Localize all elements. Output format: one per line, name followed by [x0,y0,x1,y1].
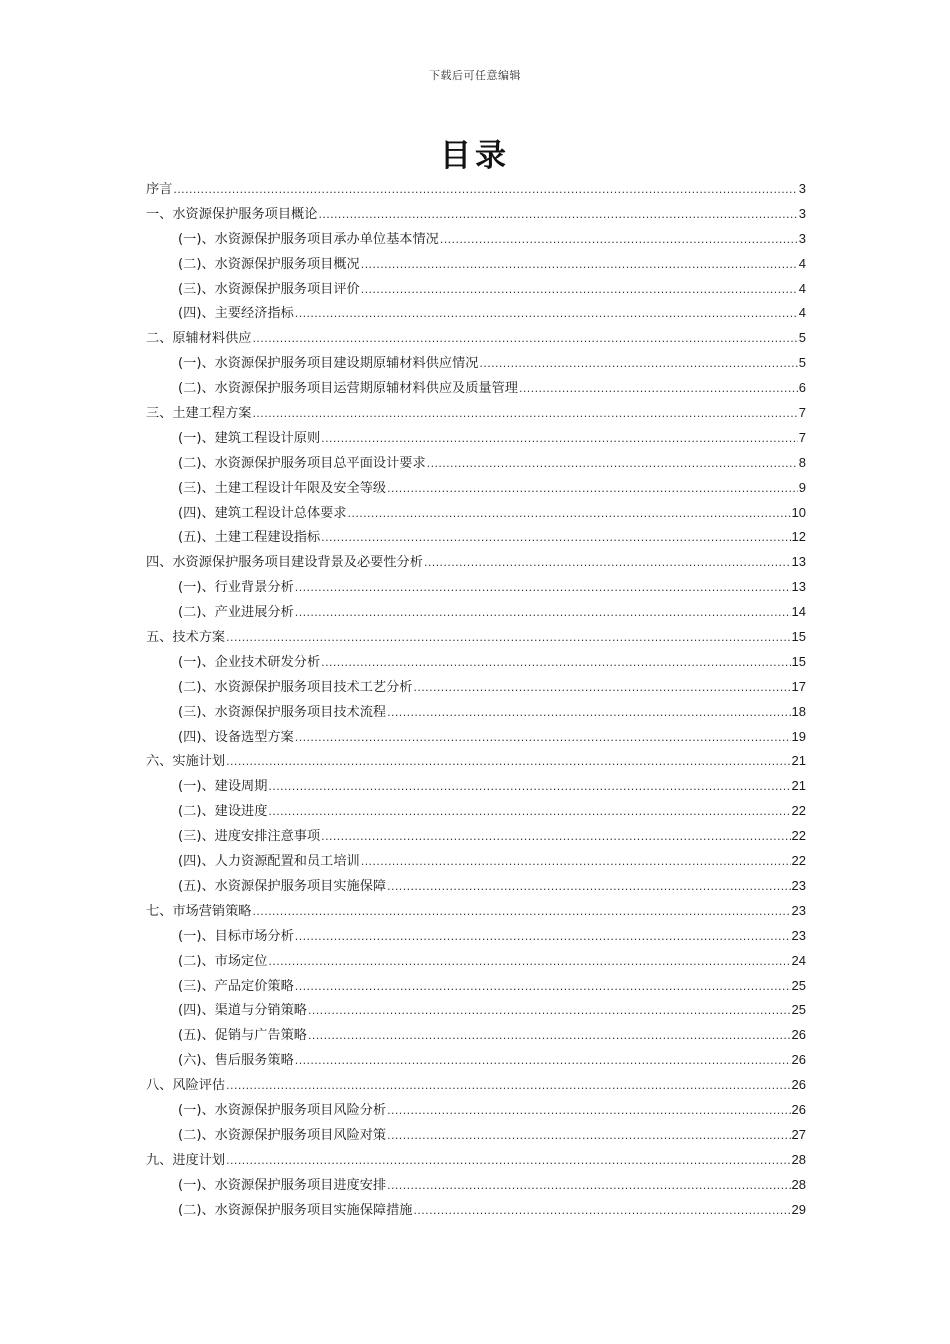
toc-entry-page-number: 3 [798,230,806,246]
toc-entry[interactable] [146,252,806,277]
toc-entry-page-number: 23 [791,902,806,918]
toc-entry-label: (二)、水资源保护服务项目实施保障措施 [178,1202,413,1218]
toc-entry[interactable] [146,525,806,550]
toc-entry-label: 九、进度计划 [146,1152,226,1168]
toc-dot-leader [321,651,790,676]
toc-entry[interactable] [146,501,806,526]
toc-entry-label: (二)、水资源保护服务项目概况 [178,256,360,272]
toc-dot-leader [308,999,791,1024]
toc-entry[interactable] [146,675,806,700]
toc-dot-leader [295,975,791,1000]
header-note: 下载后可任意编辑 [429,69,521,82]
toc-entry-label: (一)、水资源保护服务项目承办单位基本情况 [178,231,439,247]
toc-entry-label: (四)、人力资源配置和员工培训 [178,854,360,870]
toc-entry-page-number: 21 [791,753,806,769]
toc-entry-label: 七、市场营销策略 [146,903,252,919]
toc-dot-leader [295,601,791,626]
toc-entry[interactable] [146,451,806,476]
toc-dot-leader [253,402,798,427]
toc-entry[interactable] [146,799,806,824]
toc-entry[interactable] [146,725,806,750]
toc-entry-label: 一、水资源保护服务项目概论 [146,206,318,222]
toc-entry-label: (一)、建设周期 [178,779,268,795]
toc-entry-label: (一)、水资源保护服务项目进度安排 [178,1177,387,1193]
toc-entry[interactable] [146,326,806,351]
toc-entry-page-number: 3 [798,205,806,221]
toc-entry[interactable] [146,1173,806,1198]
toc-entry-page-number: 18 [791,703,806,719]
toc-entry-label: (二)、建设进度 [178,804,268,820]
toc-entry-page-number: 7 [798,429,806,445]
toc-dot-leader [387,875,790,900]
toc-entry-label: (一)、行业背景分析 [178,580,294,596]
toc-entry-label: (一)、目标市场分析 [178,928,294,944]
toc-dot-leader [253,327,798,352]
toc-dot-leader [387,1099,790,1124]
toc-dot-leader [295,302,798,327]
toc-entry-label: (二)、产业进展分析 [178,605,294,621]
toc-dot-leader [226,1149,790,1174]
toc-entry[interactable] [146,974,806,999]
toc-entry-label: (五)、土建工程建设指标 [178,530,321,546]
toc-dot-leader [519,377,798,402]
toc-entry-page-number: 22 [791,803,806,819]
toc-entry[interactable] [146,177,806,202]
toc-entry-page-number: 26 [791,1101,806,1117]
toc-entry-page-number: 8 [798,454,806,470]
toc-dot-leader [268,800,790,825]
toc-entry-label: (四)、建筑工程设计总体要求 [178,505,347,521]
toc-dot-leader [295,726,791,751]
toc-dot-leader [427,452,798,477]
toc-entry-label: (三)、产品定价策略 [178,978,294,994]
toc-entry-label: (五)、水资源保护服务项目实施保障 [178,878,387,894]
toc-entry[interactable] [146,426,806,451]
toc-entry-label: (三)、土建工程设计年限及安全等级 [178,480,387,496]
toc-entry[interactable] [146,749,806,774]
toc-entry[interactable] [146,700,806,725]
toc-entry-page-number: 23 [791,927,806,943]
toc-dot-leader [387,1124,790,1149]
toc-entry-page-number: 13 [791,554,806,570]
toc-entry-label: (四)、渠道与分销策略 [178,1003,307,1019]
toc-dot-leader [321,427,798,452]
toc-entry[interactable] [146,351,806,376]
toc-entry-page-number: 26 [791,1077,806,1093]
toc-entry-page-number: 15 [791,653,806,669]
toc-dot-leader [387,1174,790,1199]
toc-dot-leader [348,502,791,527]
toc-entry[interactable] [146,1198,806,1223]
toc-entry[interactable] [146,924,806,949]
toc-dot-leader [361,278,798,303]
toc-entry[interactable] [146,376,806,401]
toc-dot-leader [295,1049,791,1074]
toc-entry[interactable] [146,874,806,899]
toc-entry-page-number: 4 [798,280,806,296]
toc-entry-page-number: 21 [791,778,806,794]
toc-entry-page-number: 5 [798,330,806,346]
toc-dot-leader [253,900,791,925]
toc-entry-label: (二)、水资源保护服务项目技术工艺分析 [178,679,413,695]
toc-entry[interactable] [146,575,806,600]
toc-dot-leader [387,701,790,726]
toc-entry-label: (三)、水资源保护服务项目评价 [178,281,360,297]
toc-entry-page-number: 26 [791,1052,806,1068]
toc-entry[interactable] [146,650,806,675]
toc-entry[interactable] [146,277,806,302]
toc-entry-page-number: 25 [791,1002,806,1018]
toc-entry[interactable] [146,1023,806,1048]
toc-entry-label: (六)、售后服务策略 [178,1053,294,1069]
toc-dot-leader [479,352,797,377]
toc-entry-label: (二)、市场定位 [178,953,268,969]
toc-dot-leader [318,203,797,228]
toc-entry-label: (四)、主要经济指标 [178,306,294,322]
toc-entry[interactable] [146,550,806,575]
toc-entry-label: (一)、建筑工程设计原则 [178,430,321,446]
toc-entry-page-number: 4 [798,255,806,271]
toc-entry-page-number: 28 [791,1151,806,1167]
toc-entry[interactable] [146,849,806,874]
toc-entry-page-number: 10 [791,504,806,520]
toc-dot-leader [295,576,791,601]
toc-dot-leader [226,750,790,775]
toc-entry-page-number: 9 [798,479,806,495]
toc-entry-label: 序言 [146,182,173,197]
toc-entry-page-number: 26 [791,1027,806,1043]
toc-dot-leader [295,925,791,950]
toc-entry-label: (四)、设备选型方案 [178,729,294,745]
toc-dot-leader [361,850,791,875]
toc-entry-page-number: 23 [791,877,806,893]
toc-entry-page-number: 14 [791,604,806,620]
toc-entry-label: (二)、水资源保护服务项目运营期原辅材料供应及质量管理 [178,381,518,397]
toc-entry-page-number: 6 [798,380,806,396]
toc-entry-page-number: 7 [798,405,806,421]
toc-entry[interactable] [146,1148,806,1173]
toc-entry-label: 八、风险评估 [146,1078,226,1094]
toc-entry-page-number: 5 [798,355,806,371]
toc-entry-page-number: 25 [791,977,806,993]
toc-entry-page-number: 22 [791,828,806,844]
toc-entry-label: (五)、促销与广告策略 [178,1028,307,1044]
toc-dot-leader [226,626,790,651]
toc-entry-page-number: 29 [791,1201,806,1217]
toc-dot-leader [321,526,790,551]
toc-entry-label: (二)、水资源保护服务项目风险对策 [178,1127,387,1143]
toc-entry-label: 五、技术方案 [146,630,226,646]
toc-entry-label: (三)、进度安排注意事项 [178,829,321,845]
toc-entry[interactable] [146,1123,806,1148]
toc-entry[interactable] [146,774,806,799]
toc-entry-page-number: 19 [791,728,806,744]
toc-entry[interactable] [146,1073,806,1098]
toc-entry[interactable] [146,301,806,326]
toc-entry-label: 二、原辅材料供应 [146,331,252,347]
toc-entry[interactable] [146,227,806,252]
toc-entry[interactable] [146,949,806,974]
toc-entry-label: (一)、水资源保护服务项目风险分析 [178,1102,387,1118]
toc-entry[interactable] [146,600,806,625]
toc-entry-label: (二)、水资源保护服务项目总平面设计要求 [178,455,426,471]
toc-dot-leader [226,1074,790,1099]
toc-entry-label: 六、实施计划 [146,754,226,770]
toc-entry-page-number: 27 [791,1126,806,1142]
toc-entry-page-number: 24 [791,952,806,968]
toc-entry-label: 四、水资源保护服务项目建设背景及必要性分析 [146,555,423,571]
toc-dot-leader [173,178,797,203]
toc-dot-leader [321,825,790,850]
toc-entry-page-number: 15 [791,629,806,645]
toc-entry-page-number: 4 [798,305,806,321]
toc-entry[interactable] [146,625,806,650]
toc-entry-page-number: 13 [791,579,806,595]
toc-entry[interactable] [146,202,806,227]
table-of-contents [146,177,806,1222]
toc-entry[interactable] [146,899,806,924]
toc-entry-label: (一)、水资源保护服务项目建设期原辅材料供应情况 [178,356,479,372]
toc-dot-leader [268,775,790,800]
toc-entry-label: (三)、水资源保护服务项目技术流程 [178,704,387,720]
toc-entry[interactable] [146,401,806,426]
toc-entry-label: 三、土建工程方案 [146,406,252,422]
toc-dot-leader [413,1199,790,1224]
toc-entry[interactable] [146,476,806,501]
toc-dot-leader [361,253,798,278]
toc-dot-leader [424,551,791,576]
toc-dot-leader [387,477,798,502]
toc-title: 目录 [440,138,510,174]
toc-dot-leader [440,228,798,253]
toc-dot-leader [268,950,790,975]
toc-entry-label: (一)、企业技术研发分析 [178,654,321,670]
toc-entry[interactable] [146,824,806,849]
toc-entry[interactable] [146,1098,806,1123]
toc-entry-page-number: 17 [791,678,806,694]
toc-entry[interactable] [146,998,806,1023]
toc-entry-page-number: 3 [798,181,806,196]
toc-dot-leader [308,1024,791,1049]
toc-entry-page-number: 22 [791,853,806,869]
toc-entry-page-number: 12 [791,529,806,545]
toc-entry-page-number: 28 [791,1176,806,1192]
toc-entry[interactable] [146,1048,806,1073]
toc-dot-leader [413,676,790,701]
